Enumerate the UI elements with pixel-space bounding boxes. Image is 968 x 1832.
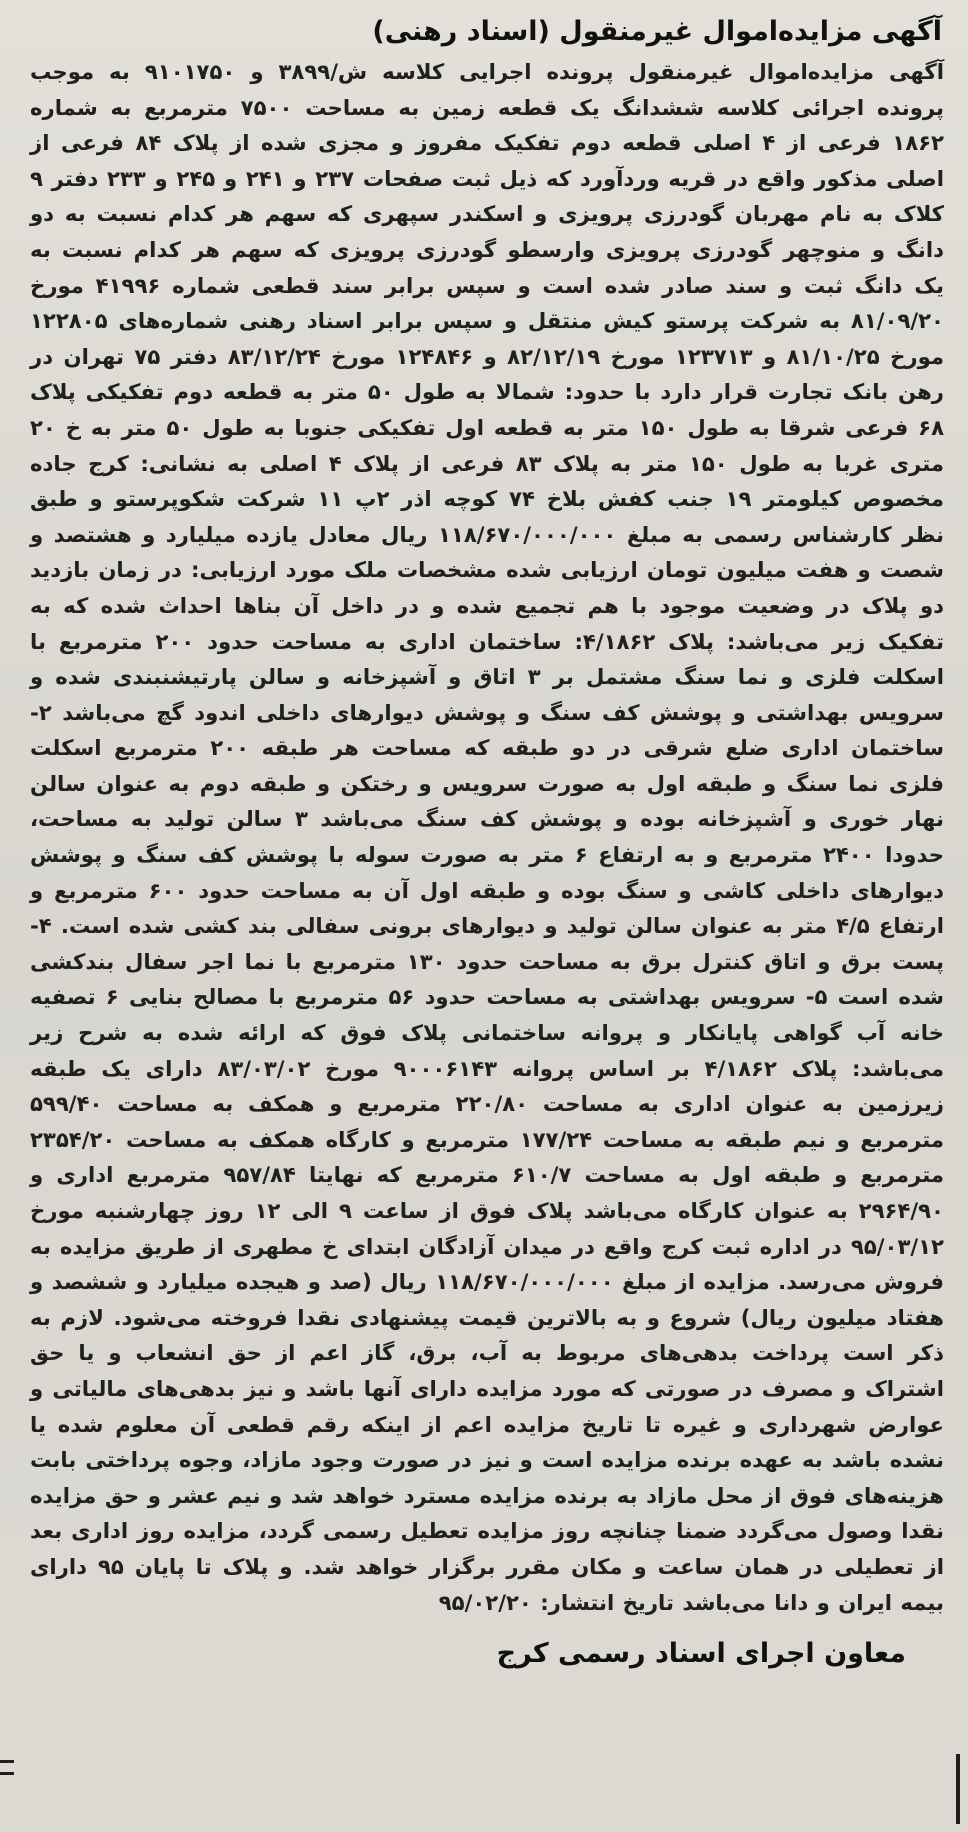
notice-body: آگهی مزایده‌اموال غیرمنقول پرونده اجرایی کلاسه ش/۳۸۹۹ و ۹۱۰۱۷۵۰ به موجب پرونده اجرائی کلاسه ششدانگ یک قطعه زمین به مساحت ۷۵۰۰ مترمربع به شماره ۱۸۶۲ فرعی از ۴ اصلی قطعه دوم تفکیک مفروز و مجزی شده از پلاک ۸۴ فرعی از اصلی مذکور واقع در قریه وردآورد که ذیل ثبت صفحات ۲۳۷ و ۲۴۱ و ۲۴۵ و ۲۳۳ دفتر ۹ کلاک به نام مهربان گودرزی پرویزی و اسکندر سپهری که سهم هر کدام نسبت به دو دانگ و منوچهر گودرزی پرویزی وارسطو گودرزی پرویزی که سهم هر کدام نسبت به یک دانگ ثبت و سند صادر شده است و سپس برابر سند قطعی شماره ۴۱۹۹۶ مورخ ۸۱/۰۹/۲۰ به شرکت پرستو کیش منتقل و سپس برابر اسناد رهنی شماره‌های ۱۲۲۸۰۵ مورخ ۸۱/۱۰/۲۵ و ۱۲۳۷۱۳ مورخ ۸۲/۱۲/۱۹ و ۱۲۴۸۴۶ مورخ ۸۳/۱۲/۲۴ دفتر ۷۵ تهران در رهن بانک تجارت قرار دارد با حدود: شمالا به طول ۵۰ متر به قطعه دوم تفکیکی پلاک ۶۸ فرعی شرقا به طول ۱۵۰ متر به قطعه اول تفکیکی جنوبا به طول ۵۰ متر به خ ۲۰ متری غربا به طول ۱۵۰ متر به پلاک ۸۳ فرعی از پلاک ۴ اصلی به نشانی: کرج جاده مخصوص کیلومتر ۱۹ جنب کفش بلاخ ۷۴ کوچه اذر ۲پ ۱۱ شرکت شکوپرستو و طبق نظر کارشناس رسمی به مبلغ ۱۱۸/۶۷۰/۰۰۰/۰۰۰ ریال معادل یازده میلیارد و هشتصد و شصت و هفت میلیون تومان ارزیابی شده مشخصات ملک مورد ارزیابی: در زمان بازدید دو پلاک در وضعیت موجود با هم تجمیع شده و در داخل آن بناها احداث شده که به تفکیک زیر می‌باشد: پلاک ۴/۱۸۶۲: ساختمان اداری به مساحت حدود ۲۰۰ مترمربع با اسکلت فلزی و نما سنگ مشتمل بر ۳ اتاق و آشپزخانه و سالن پارتیشنبندی شده و سرویس بهداشتی و پوشش کف سنگ و پوشش دیوارهای داخلی اندود گچ می‌باشد ۲- ساختمان اداری ضلع شرقی در دو طبقه که مساحت هر طبقه ۲۰۰ مترمربع اسکلت فلزی نما سنگ و طبقه اول به صورت سرویس و رختکن و طبقه دوم به عنوان سالن نهار خوری و آشپزخانه بوده و پوشش کف سنگ می‌باشد ۳ سالن تولید به مساحت، حدودا ۲۴۰۰ مترمربع و به ارتفاع ۶ متر به صورت سوله با پوشش کف سنگ و پوشش دیوارهای داخلی کاشی و سنگ بوده و طبقه اول آن به مساحت حدود ۶۰۰ مترمربع و ارتفاع ۴/۵ متر به عنوان سالن تولید و دیوارهای برونی سفالی بند کشی شده است. ۴- پست برق و اتاق کنترل برق به مساحت حدود ۱۳۰ مترمربع با نما اجر سفال بندکشی شده است ۵- سرویس بهداشتی به مساحت حدود ۵۶ مترمربع با مصالح بنایی ۶ تصفیه خانه آب گواهی پایانکار و پروانه ساختمانی پلاک فوق که ارائه شده به شرح زیر می‌باشد: پلاک ۴/۱۸۶۲ بر اساس پروانه ۹۰۰۰۶۱۴۳ مورخ ۸۳/۰۳/۰۲ دارای یک طبقه زیرزمین به عنوان اداری به مساحت ۲۲۰/۸۰ مترمربع و همکف به مساحت ۵۹۹/۴۰ مترمربع و نیم طبقه به مساحت ۱۷۷/۲۴ مترمربع و کارگاه همکف به مساحت ۲۳۵۴/۲۰ مترمربع و طبقه اول به مساحت ۶۱۰/۷ مترمربع که نهایتا ۹۵۷/۸۴ مترمربع اداری و ۲۹۶۴/۹۰ به عنوان کارگاه می‌باشد پلاک فوق از ساعت ۹ الی ۱۲ روز چهارشنبه مورخ ۹۵/۰۳/۱۲ در اداره ثبت کرج واقع در میدان آزادگان ابتدای خ مطهری از طریق مزایده به فروش می‌رسد. مزایده از مبلغ ۱۱۸/۶۷۰/۰۰۰/۰۰۰ ریال (صد و هیجده میلیارد و ششصد و هفتاد میلیون ریال) شروع و به بالاترین قیمت پیشنهادی نقدا فروخته می‌شود. لازم به ذکر است پرداخت بدهی‌های مربوط به آب، برق، گاز اعم از حق انشعاب و یا حق اشتراک و مصرف در صورتی که مورد مزایده دارای آنها باشد و نیز بدهی‌های مالیاتی و عوارض شهرداری و غیره تا تاریخ مزایده اعم از اینکه رقم قطعی آن معلوم شده یا نشده باشد به عهده برنده مزایده است و نیز در صورت وجود مازاد، وجوه پرداختی بابت هزینه‌های فوق از محل مازاد به برنده مزایده مسترد خواهد شد و نیم عشر و حق مزایده نقدا وصول می‌گردد ضمنا چنانچه روز مزایده تعطیل رسمی گردد، مزایده روز اداری بعد از تعطیلی در همان ساعت و مکان مقرر برگزار خواهد شد. و پلاک تا پایان ۹۵ دارای بیمه ایران و دانا می‌باشد تاریخ انتشار: ۹۵/۰۲/۲۰ — [30, 59, 945, 1615]
notice-signature: معاون اجرای اسناد رسمی کرج — [496, 1638, 906, 1670]
notice-title: آگهی مزایده‌اموال غیرمنقول (اسناد رهنی) — [372, 16, 942, 47]
column-rule — [956, 1754, 960, 1824]
column-edge-marks — [0, 1760, 14, 1790]
